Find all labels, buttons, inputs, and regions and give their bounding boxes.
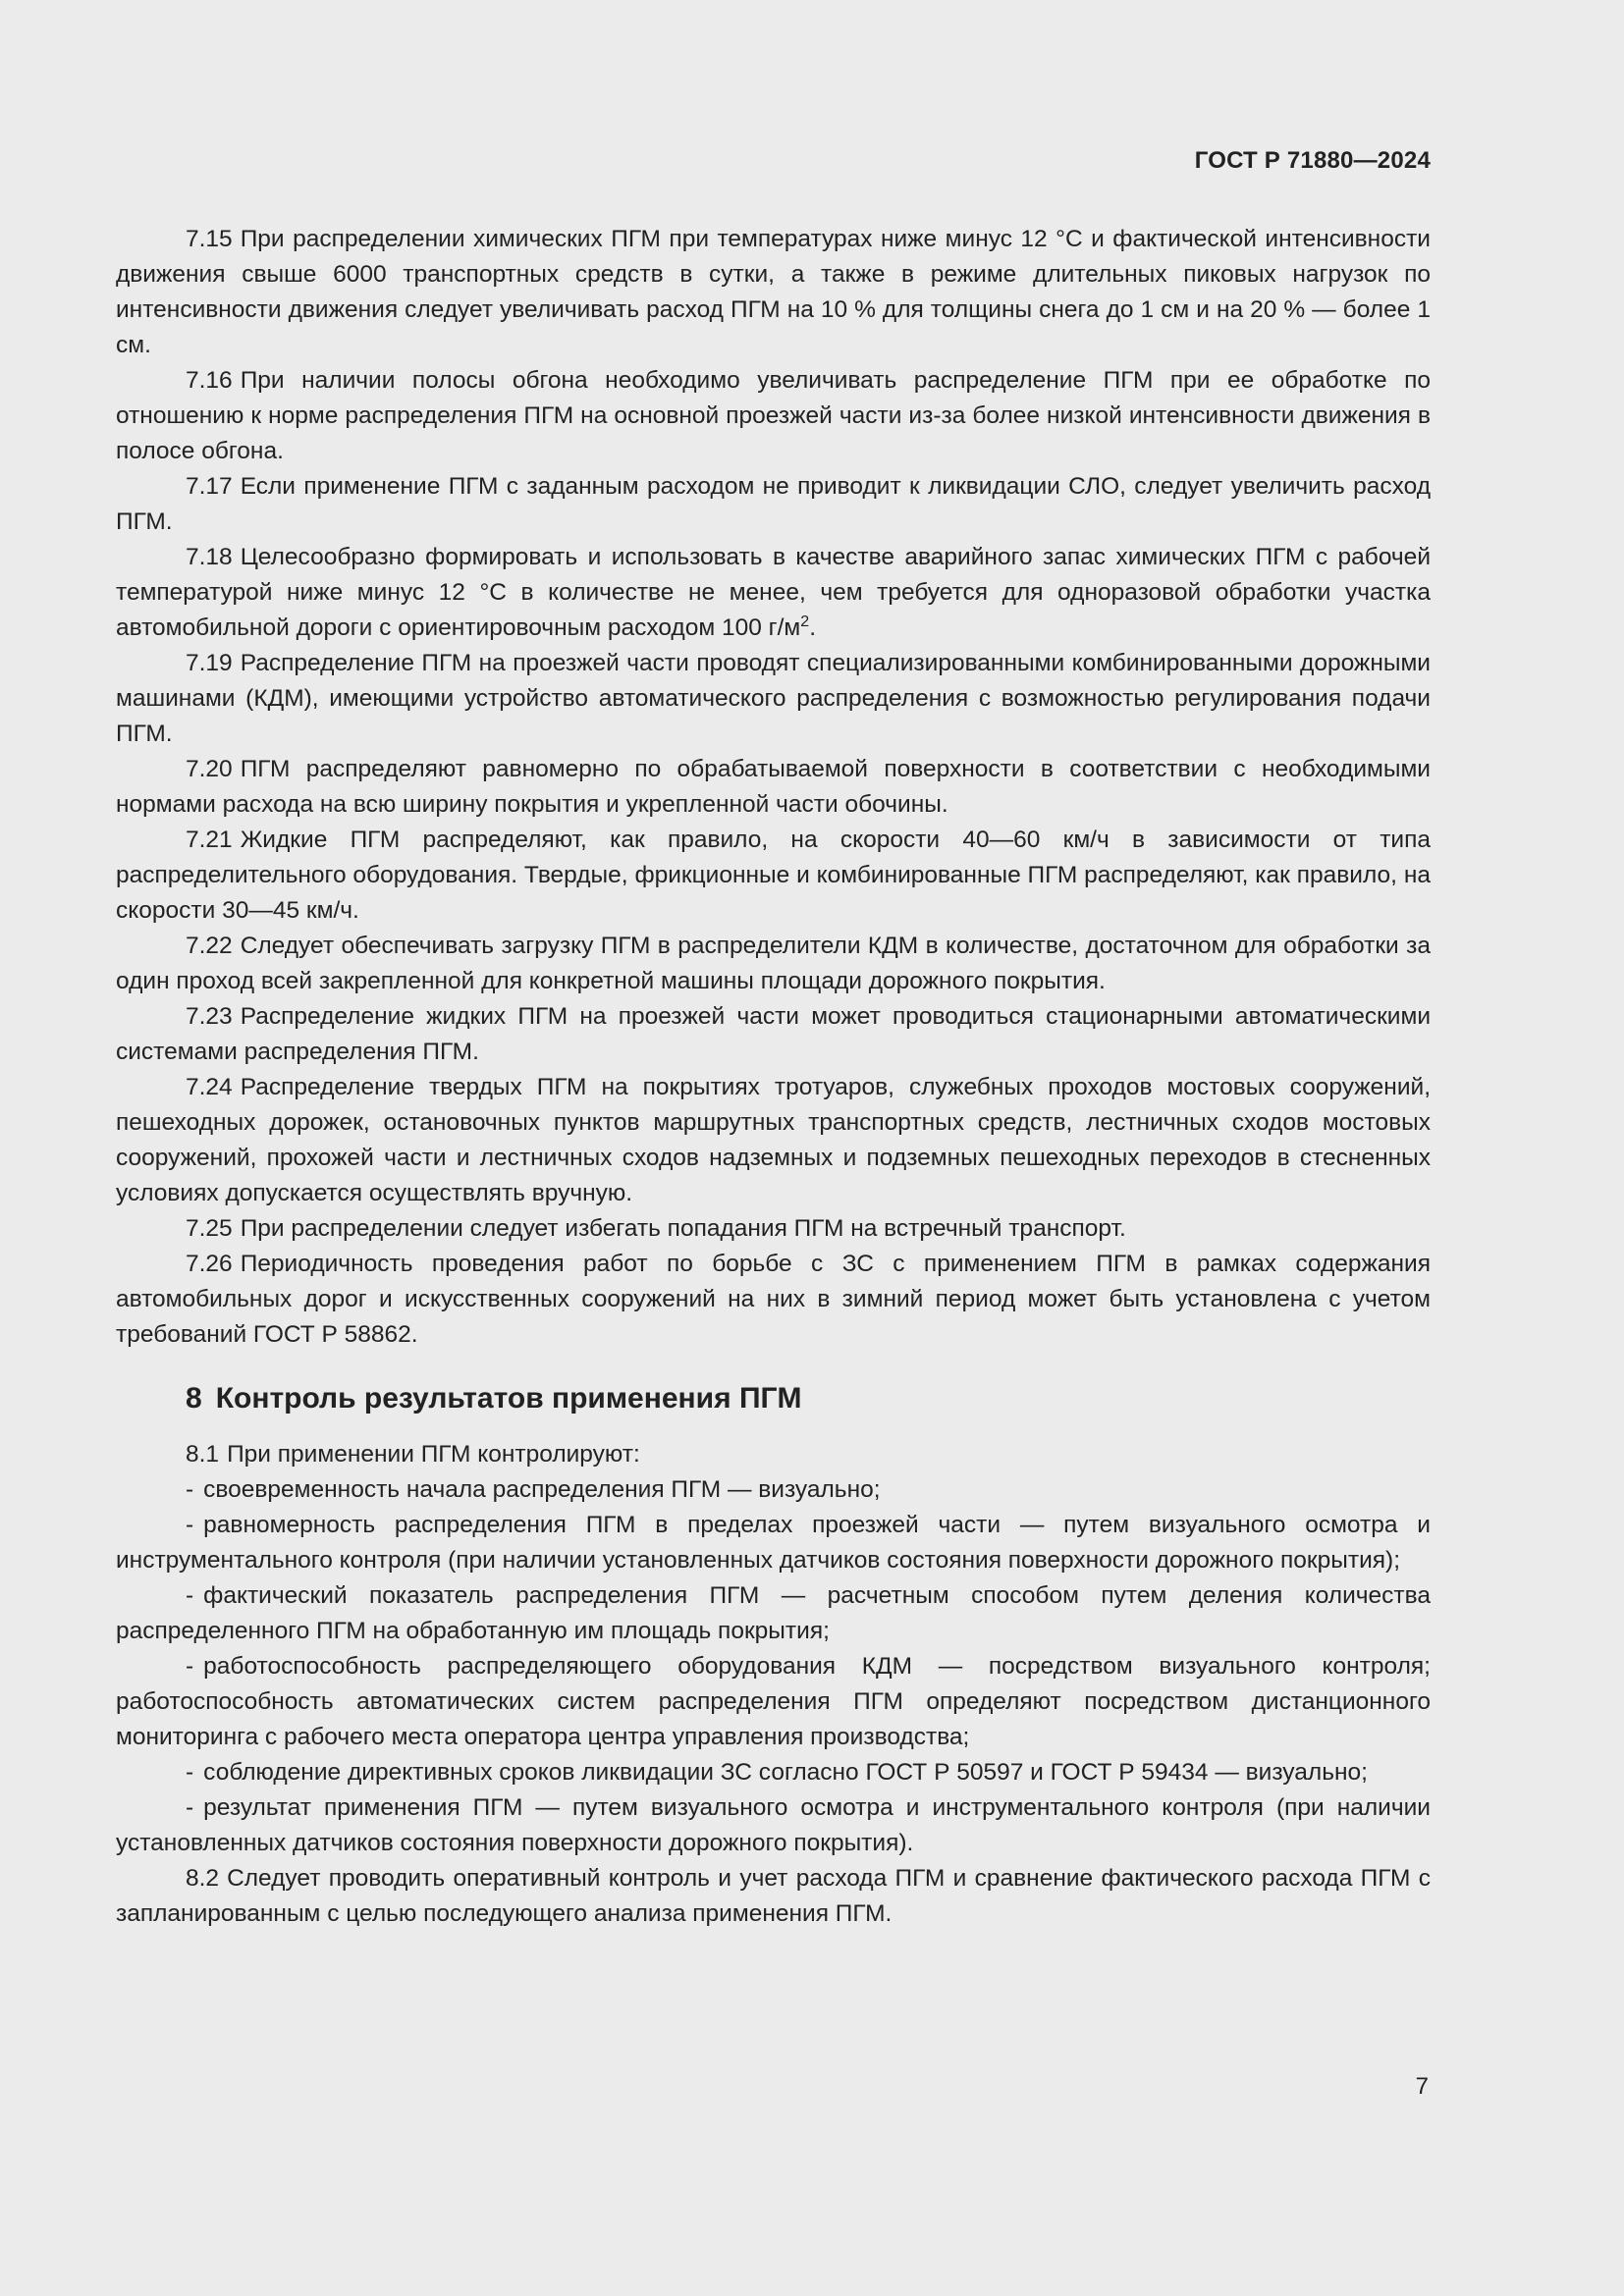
paragraph-tail: . (809, 614, 816, 641)
paragraph-7-17 (116, 469, 1431, 540)
superscript: 2 (800, 614, 810, 630)
list-dash: - (186, 1512, 194, 1538)
list-dash: - (186, 1582, 194, 1609)
list-item (116, 1790, 1431, 1861)
section-heading (116, 1379, 1431, 1418)
list-item (116, 1578, 1431, 1649)
paragraph-text: При наличии полосы обгона необходимо увеличивать распределение ПГМ при ее обработке по отношению к норме распределения ПГМ на основной проезжей части из-за более низкой интенсивности движения в полосе обгона. (116, 367, 1431, 464)
paragraph-7-23 (116, 999, 1431, 1070)
paragraph-number: 8.1 (186, 1441, 220, 1468)
list-item (116, 1472, 1431, 1508)
paragraph-text: Распределение ПГМ на проезжей части проводят специализированными комбинированными дорожными машинами (КДМ), имеющими устройство автоматического распределения с возможностью регулирования подачи ПГМ. (116, 650, 1431, 747)
paragraph-number: 8.2 (186, 1865, 220, 1892)
paragraph-number: 7.25 (186, 1215, 233, 1242)
paragraph-text: Распределение твердых ПГМ на покрытиях тротуаров, служебных проходов мостовых сооружений, пешеходных дорожек, остановочных пунктов маршрутных транспортных средств, лестничных сходов мостовых сооружений, прохожей части и лестничных сходов надземных и подземных пешеходных переходов в стесненных условиях допускается осуществлять вручную. (116, 1074, 1431, 1206)
list-dash: - (186, 1759, 194, 1786)
paragraph-number: 7.23 (186, 1003, 233, 1030)
paragraph-number: 7.17 (186, 473, 233, 500)
paragraph-text: ПГМ распределяют равномерно по обрабатываемой поверхности в соответствии с необходимыми нормами расхода на всю ширину покрытия и укрепленной части обочины. (116, 756, 1431, 818)
paragraph-7-18 (116, 540, 1431, 646)
paragraph-7-22 (116, 929, 1431, 999)
paragraph-number: 7.22 (186, 933, 233, 959)
list-item-text: работоспособность распределяющего оборудования КДМ — посредством визуального контроля; работоспособность автоматических систем распределения ПГМ определяют посредством дистанционного мониторинга с рабочего места оператора центра управления производства; (116, 1653, 1431, 1750)
paragraph-number: 7.26 (186, 1251, 233, 1277)
paragraph-8-1 (116, 1437, 1431, 1472)
paragraph-7-24 (116, 1070, 1431, 1211)
list-dash: - (186, 1476, 194, 1503)
paragraph-7-19 (116, 646, 1431, 752)
paragraph-text: Периодичность проведения работ по борьбе с ЗС с применением ПГМ в рамках содержания автомобильных дорог и искусственных сооружений на них в зимний период может быть установлена с учетом требований ГОСТ Р 58862. (116, 1251, 1431, 1348)
paragraph-8-2 (116, 1861, 1431, 1932)
paragraph-7-15 (116, 222, 1431, 363)
section-title: Контроль результатов применения ПГМ (215, 1382, 802, 1415)
paragraph-text: Распределение жидких ПГМ на проезжей части может проводиться стационарными автоматическими системами распределения ПГМ. (116, 1003, 1431, 1065)
paragraph-7-21 (116, 823, 1431, 929)
paragraph-text: Следует проводить оперативный контроль и учет расхода ПГМ и сравнение фактического расхода ПГМ с запланированным с целью последующего анализа применения ПГМ. (116, 1865, 1431, 1927)
paragraph-text: Жидкие ПГМ распределяют, как правило, на скорости 40—60 км/ч в зависимости от типа распределительного оборудования. Твердые, фрикционные и комбинированные ПГМ распределяют, как правило, на скорости 30—45 км/ч. (116, 827, 1431, 924)
paragraph-number: 7.20 (186, 756, 233, 782)
list-item-text: равномерность распределения ПГМ в пределах проезжей части — путем визуального осмотра и инструментального контроля (при наличии установленных датчиков состояния поверхности дорожного покрытия); (116, 1512, 1431, 1574)
paragraph-text: При распределении следует избегать попадания ПГМ на встречный транспорт. (240, 1215, 1126, 1242)
paragraph-number: 7.19 (186, 650, 233, 676)
paragraph-text: Если применение ПГМ с заданным расходом не приводит к ликвидации СЛО, следует увеличить расход ПГМ. (116, 473, 1431, 535)
paragraph-7-20 (116, 752, 1431, 823)
paragraph-number: 7.18 (186, 544, 233, 570)
list-item-text: своевременность начала распределения ПГМ — визуально; (203, 1476, 881, 1503)
paragraph-number: 7.15 (186, 226, 233, 252)
list-item-text: результат применения ПГМ — путем визуального осмотра и инструментального контроля (при наличии установленных датчиков состояния поверхности дорожного покрытия). (116, 1794, 1431, 1856)
list-item-text: соблюдение директивных сроков ликвидации ЗС согласно ГОСТ Р 50597 и ГОСТ Р 59434 — визуально; (203, 1759, 1368, 1786)
list-dash: - (186, 1653, 194, 1680)
document-body (116, 222, 1431, 1932)
list-item (116, 1508, 1431, 1578)
paragraph-7-16 (116, 363, 1431, 469)
paragraph-7-25 (116, 1211, 1431, 1247)
list-dash: - (186, 1794, 194, 1821)
paragraph-text: Следует обеспечивать загрузку ПГМ в распределители КДМ в количестве, достаточном для обработки за один проход всей закрепленной для конкретной машины площади дорожного покрытия. (116, 933, 1431, 994)
page-number: 7 (1415, 2073, 1429, 2100)
paragraph-text: При применении ПГМ контролируют: (227, 1441, 640, 1468)
paragraph-number: 7.24 (186, 1074, 233, 1100)
paragraph-text: При распределении химических ПГМ при температурах ниже минус 12 °С и фактической интенсивности движения свыше 6000 транспортных средств в сутки, а также в режиме длительных пиковых нагрузок по интенсивности движения следует увеличивать расход ПГМ на 10 % для толщины снега до 1 см и на 20 % — более 1 см. (116, 226, 1431, 358)
list-item (116, 1755, 1431, 1790)
paragraph-7-26 (116, 1247, 1431, 1353)
paragraph-number: 7.21 (186, 827, 233, 853)
paragraph-number: 7.16 (186, 367, 233, 394)
paragraph-text: Целесообразно формировать и использовать в качестве аварийного запас химических ПГМ с рабочей температурой ниже минус 12 °С в количестве не менее, чем требуется для одноразовой обработки участка автомобильной дороги с ориентировочным расходом 100 г/м (116, 544, 1431, 641)
document-header-id: ГОСТ Р 71880—2024 (1194, 147, 1431, 174)
section-number: 8 (186, 1382, 202, 1415)
list-item-text: фактический показатель распределения ПГМ — расчетным способом путем деления количества распределенного ПГМ на обработанную им площадь покрытия; (116, 1582, 1431, 1644)
list-item (116, 1649, 1431, 1755)
